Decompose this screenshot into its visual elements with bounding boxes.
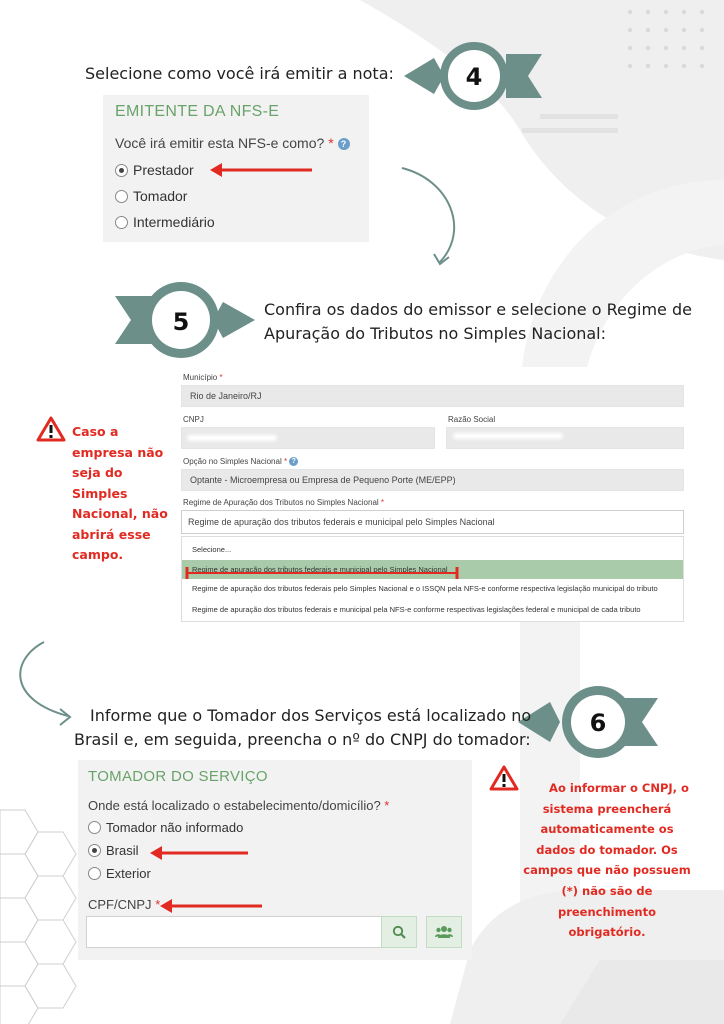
warning-line: Caso a — [72, 424, 119, 439]
step-4-badge — [404, 40, 542, 112]
warning-triangle-icon — [36, 416, 66, 442]
question-circle-icon[interactable]: ? — [289, 457, 298, 466]
cnpj-redacted — [187, 435, 277, 441]
step-4-number: 4 — [465, 63, 483, 91]
dropdown-option-selected[interactable]: Regime de apuração dos tributos federais e municipal pelo Simples Nacional — [182, 560, 683, 579]
radio-icon[interactable] — [115, 216, 128, 229]
emitente-question — [115, 135, 350, 151]
radio-tomador[interactable] — [115, 183, 215, 209]
step-5-badge — [115, 280, 255, 360]
required-mark: * — [155, 897, 161, 912]
opcao-label-text: Opção no Simples Nacional — [183, 457, 282, 466]
red-arrow-icon — [150, 845, 250, 861]
radio-label: Intermediário — [133, 214, 215, 230]
municipio-label-text: Município — [183, 373, 218, 382]
warning-step6-text — [496, 778, 718, 943]
warning-line: automaticamente os — [540, 822, 674, 837]
warning-line: empresa não — [72, 444, 164, 460]
cpf-cnpj-input[interactable] — [86, 916, 382, 948]
emitente-panel-title: EMITENTE DA NFS-E — [115, 103, 280, 120]
razao-redacted — [453, 433, 563, 439]
users-button[interactable] — [426, 916, 462, 948]
required-mark: * — [328, 135, 334, 151]
radio-label: Exterior — [106, 866, 151, 881]
radio-checked-icon[interactable] — [88, 844, 101, 857]
warning-line: campos que não possuem — [523, 863, 691, 878]
emitter-form — [173, 367, 684, 622]
cnpj-label: CNPJ — [183, 415, 204, 424]
warning-line: campo. — [72, 547, 124, 562]
search-button[interactable] — [381, 916, 417, 948]
tomador-panel-title: TOMADOR DO SERVIÇO — [88, 768, 268, 785]
warning-line: preenchimento — [557, 904, 656, 919]
radio-exterior[interactable] — [88, 862, 243, 885]
warning-line: Simples — [72, 485, 128, 501]
radio-icon[interactable] — [115, 190, 128, 203]
red-arrow-icon — [160, 898, 264, 914]
step-4-instruction: Selecione como você irá emitir a nota: — [85, 64, 394, 83]
search-icon — [392, 925, 406, 939]
tomador-question — [88, 798, 389, 813]
regime-label-text: Regime de Apuração dos Tributos no Simples Nacional — [183, 498, 379, 507]
radio-checked-icon[interactable] — [115, 164, 128, 177]
warning-line: Ao informar o CNPJ, o — [549, 781, 689, 795]
required-mark: * — [380, 498, 385, 507]
warning-line: dados do tomador. Os — [536, 842, 678, 857]
warning-line: Nacional, não — [72, 506, 168, 521]
radio-intermediario[interactable] — [115, 209, 215, 235]
municipio-label — [183, 373, 223, 382]
cpf-cnpj-label-text: CPF/CNPJ — [88, 897, 152, 912]
dropdown-option[interactable]: Regime de apuração dos tributos federais e municipal pela NFS-e conforme respectivas legislações federal e municipal de cada tributo — [192, 604, 641, 614]
red-underline-marker — [185, 567, 459, 579]
dropdown-option[interactable]: Selecione... — [192, 544, 232, 554]
required-mark: * — [219, 373, 223, 382]
warning-line: abrirá esse — [72, 526, 151, 542]
regime-select[interactable]: Regime de apuração dos tributos federais e municipal pelo Simples Nacional — [181, 510, 684, 534]
cpf-cnpj-label — [88, 897, 160, 912]
step-5-number: 5 — [172, 308, 190, 336]
tomador-question-text: Onde está localizado o estabelecimento/domicílio? — [88, 798, 381, 813]
step-6-instruction-line1: Informe que o Tomador dos Serviços está localizado no — [90, 706, 532, 725]
required-mark: * — [283, 457, 288, 466]
radio-label: Prestador — [133, 162, 194, 178]
warning-line: obrigatório. — [568, 925, 646, 940]
step-6-instruction-line2: Brasil e, em seguida, preencha o nº do CNPJ do tomador: — [74, 730, 531, 749]
warning-line: sistema preencherá — [542, 801, 672, 816]
question-circle-icon[interactable]: ? — [338, 138, 350, 150]
step-6-badge — [518, 684, 658, 760]
radio-prestador[interactable] — [115, 157, 215, 183]
radio-label: Tomador não informado — [106, 820, 244, 835]
opcao-field: Optante - Microempresa ou Empresa de Pequeno Porte (ME/EPP) — [181, 469, 684, 491]
dropdown-option[interactable]: Regime de apuração dos tributos federais pelo Simples Nacional e o ISSQN pela NFS-e conforme respectiva legislação municipal do tributo — [192, 584, 658, 593]
municipio-field: Rio de Janeiro/RJ — [181, 385, 684, 407]
required-mark: * — [384, 798, 390, 813]
step-5-instruction-line2: Apuração do Tributos no Simples Nacional: — [264, 324, 607, 343]
emitente-question-text: Você irá emitir esta NFS-e como? — [115, 135, 325, 151]
radio-label: Tomador — [133, 188, 188, 204]
regime-dropdown — [181, 536, 684, 622]
razao-social-label: Razão Social — [448, 415, 496, 424]
red-arrow-icon — [210, 162, 314, 178]
warning-line: seja do — [72, 465, 123, 480]
step-6-number: 6 — [589, 709, 607, 737]
radio-tomador-nao-informado[interactable] — [88, 816, 243, 839]
radio-label: Brasil — [106, 843, 139, 858]
radio-icon[interactable] — [88, 867, 101, 880]
regime-label — [183, 498, 384, 507]
warning-step5-text — [72, 422, 168, 566]
radio-icon[interactable] — [88, 821, 101, 834]
users-icon — [435, 925, 453, 939]
opcao-label — [183, 457, 298, 466]
warning-line: (*) não são de — [561, 883, 653, 898]
step-5-instruction-line1: Confira os dados do emissor e selecione o Regime de — [264, 300, 692, 319]
